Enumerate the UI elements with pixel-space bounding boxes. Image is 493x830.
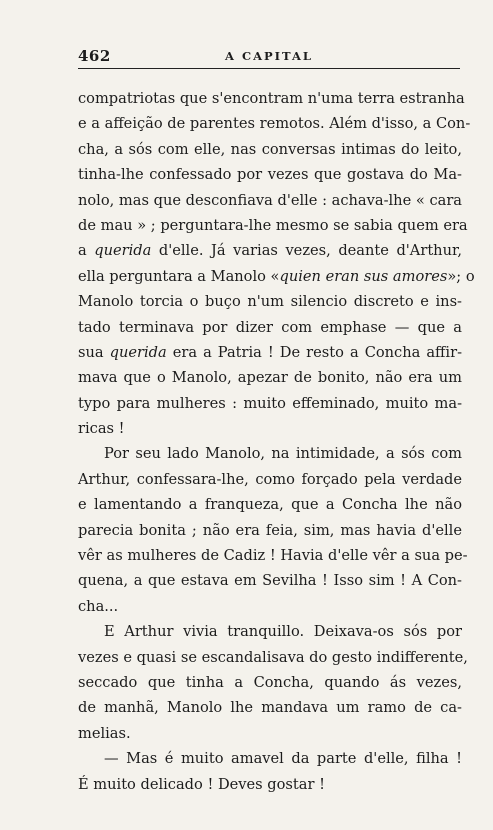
text-line: vêr as mulheres de Cadiz ! Havia d'elle vêr a sua pe- xyxy=(78,547,468,565)
text-line: de manhã, Manolo lhe mandava um ramo de ca- xyxy=(78,699,462,717)
text-line: ricas ! xyxy=(78,420,125,438)
text-line: — Mas é muito amavel da parte d'elle, filha ! xyxy=(104,750,462,768)
text-line: Por seu lado Manolo, na intimidade, a sós com xyxy=(104,445,462,463)
header-rule xyxy=(78,68,460,69)
text-line: cha... xyxy=(78,597,119,615)
text-line: Manolo torcia o buço n'um silencio discreto e ins- xyxy=(78,293,462,311)
text-line: tado terminava por dizer com emphase — que a xyxy=(78,318,462,336)
body-text xyxy=(78,86,475,797)
text-line: E Arthur vivia tranquillo. Deixava-os sós por xyxy=(104,623,462,641)
text-line: cha, a sós com elle, nas conversas intimas do leito, xyxy=(78,140,462,158)
text-line: typo para mulheres : muito effeminado, muito ma- xyxy=(78,394,462,412)
text-line: sua querida era a Patria ! De resto a Concha affir- xyxy=(78,343,462,361)
page-header xyxy=(78,44,460,66)
text-line: mava que o Manolo, apezar de bonito, não era um xyxy=(78,369,462,387)
paragraph xyxy=(78,619,468,746)
text-line: É muito delicado ! Deves gostar ! xyxy=(78,775,325,793)
text-line: a querida d'elle. Já varias vezes, deante d'Arthur, xyxy=(78,242,462,260)
text-line: melias. xyxy=(78,724,131,742)
text-line: parecia bonita ; não era feia, sim, mas havia d'elle xyxy=(78,521,462,539)
running-title: A CAPITAL xyxy=(225,49,313,63)
page-number: 462 xyxy=(78,47,111,65)
text-line: nolo, mas que desconfiava d'elle : achava-lhe « cara xyxy=(78,191,462,209)
text-line: ella perguntara a Manolo «quien eran sus amores»; o xyxy=(78,267,475,285)
text-line: seccado que tinha a Concha, quando ás vezes, xyxy=(78,673,462,691)
text-line: e lamentando a franqueza, que a Concha lhe não xyxy=(78,496,462,514)
text-line: e a affeição de parentes remotos. Além d'isso, a Con- xyxy=(78,115,471,133)
paragraph xyxy=(78,746,462,797)
text-line: quena, a que estava em Sevilha ! Isso sim ! A Con- xyxy=(78,572,462,590)
text-line: Arthur, confessara-lhe, como forçado pela verdade xyxy=(78,470,462,488)
text-line: vezes e quasi se escandalisava do gesto indifferente, xyxy=(78,648,468,666)
paragraph xyxy=(78,441,468,619)
paragraph xyxy=(78,86,475,441)
text-line: compatriotas que s'encontram n'uma terra estranha xyxy=(78,90,465,107)
text-line: tinha-lhe confessado por vezes que gostava do Ma- xyxy=(78,166,462,184)
text-line: de mau » ; perguntara-lhe mesmo se sabia quem era xyxy=(78,216,468,234)
